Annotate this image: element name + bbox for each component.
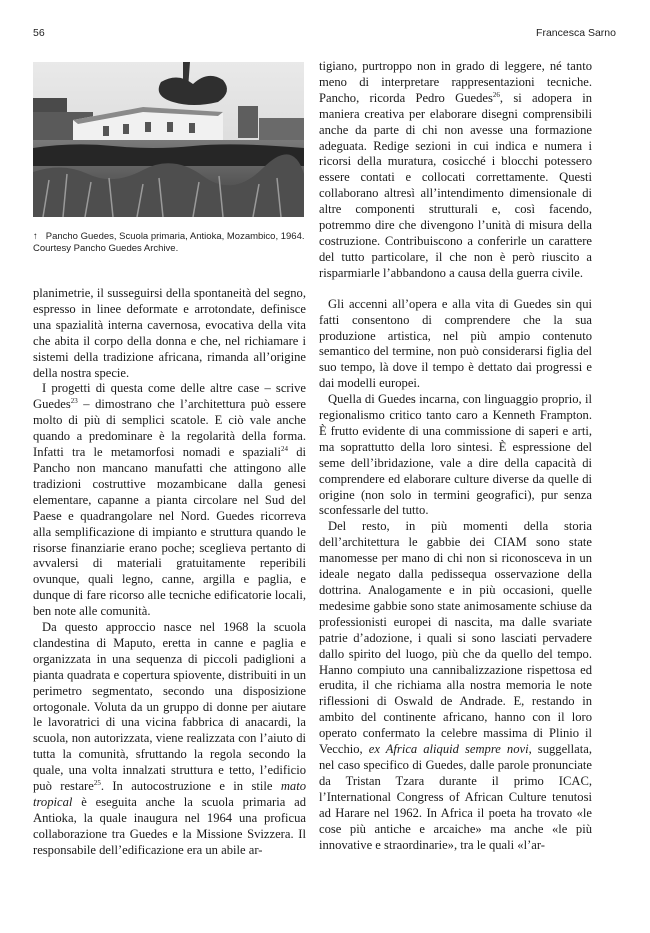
paragraph-text: è eseguita anche la scuola primaria ad Antioka, la quale inaugura nel 1964 una proficua collaborazione tra Guedes e la Missione Svizzera. Il responsabile dell’edificazione era un abile ar-: [33, 795, 306, 857]
paragraph-text: , si adopera in maniera creativa per elaborare disegni comprensibili anche da parte di chi non avesse una formazione adeguata. Redige sezioni in cui indica e numera i ricorsi della muratura, cosicché i blocchi potessero essere contati e collocati correttamente. Questi collaborano altresì all’intendimento dimensionale di altre componenti strutturali e, così facendo, potremmo dire che divengono l’unità di misura della costruzione. Contribuiscono a conferirle un carattere del tutto particolare, il che non è però riuscito a risparmiarle l’abbandono a causa della guerra civile.: [319, 90, 592, 280]
paragraph-text: Da questo approccio nasce nel 1968 la scuola clandestina di Maputo, eretta in canne e paglia e organizzata in una sequenza di piccoli padiglioni a pianta quadrata e copertura spiovente, distribuiti in un perimetro segmentato, secondo una disposizione ortogonale. Voluta da un gruppo di donne per aiutare le lavoratrici di una vicina fabbrica di anacardi, la scuola, non autorizzata, viene realizzata con l’aiuto di tutta la comunità, sfruttando la regola secondo la quale, una volta innalzati struttura e tetto, l’edificio può restare: [33, 620, 306, 794]
paragraph-text: I progetti di questa come delle altre case – scrive Guedes: [33, 381, 306, 412]
paragraph: [319, 59, 592, 282]
italic-term: mato tropical: [33, 779, 306, 809]
paragraph: [33, 381, 306, 620]
paragraph-text: – dimostrano che l’architettura può essere molto di più di semplici scatole. E ciò vale anche quando a predominare è la regolarità della forma. Infatti tra le metamorfosi nomadi e spaziali: [33, 397, 306, 460]
footnote-ref: 23: [70, 397, 78, 406]
paragraph-text: Del resto, in più momenti della storia dell’architettura le gabbie dei CIAM sono state manomesse per mano di chi non si riconosceva in un ideale negato dalla pedissequa osservazione della dottrina. Analogamente e in più occasioni, quelle medesime gabbie sono state animosamente schiuse da professionisti europei di nascita, ma dalle svariate patrie d’adozione, i quali si sono lasciati pervadere dallo spirito del luogo, più che da quello del tempo. Hanno compiuto una cannibalizzazione rispettosa ed erudita, il che richiama alla nostra memoria le note riflessioni di Oswald de Andrade. E, restando in ambito del continente africano, hanno con il loro operato confermato la celebre massima di Plinio il Vecchio,: [319, 519, 592, 757]
figure-caption: [33, 231, 308, 255]
footnote-ref: 26: [492, 90, 500, 99]
paragraph: Quella di Guedes incarna, con linguaggio proprio, il regionalismo critico tanto caro a Kenneth Frampton. È frutto evidente di una commissione di saperi e arti, ma soprattutto della loro sintesi. È espressione del seme dell’ibridazione, vale a dire della capacità di comprendere ed elaborare culture diverse da quelle di origine (non solo in termini geografici), pur senza sconfessarle del tutto.: [319, 392, 592, 518]
footnote-ref: 24: [280, 444, 288, 453]
paragraph-text: , suggellata, nel caso specifico di Guedes, dalle parole pronunciate da Tristan Tzara durante il primo ICAC, l’International Congress of African Culture tenutosi ad Harare nel 1962. In Africa il poeta ha trovato «le cose più antiche e arcaiche» ma anche «le più innovative e straordinarie», tra le quali «l’ar-: [319, 742, 593, 852]
running-head-author: Francesca Sarno: [536, 27, 616, 39]
italic-quote: ex Africa aliquid sempre novi: [368, 742, 529, 757]
page-number: 56: [33, 27, 45, 39]
paragraph: planimetrie, il susseguirsi della spontaneità del segno, espresso in linee deformate e arrotondate, definisce una spazialità interna cavernosa, evocativa della vita che abita il corpo della donna e che, nel richiamare i sistemi della tradizione africana, rimanda all’origine della nostra specie.: [33, 286, 306, 380]
right-text-column: [319, 59, 592, 853]
footnote-ref: 25: [93, 778, 101, 787]
paragraph-text: di Pancho non mancano manufatti che attingono alle tradizioni costruttive mozambicane dalla genesi elementare, capanne a pianta circolare nel Sud del Paese e quadrangolare nel Nord. Guedes ricorreva alla semplificazione di impianto e struttura quando le risorse finanziarie erano poche; sceglieva pertanto di avvalersi di materiali gratuitamente reperibili ovunque, quali legno, canne, argilla e paglia, e dunque di fare ricorso alle tecniche edificatorie locali, ben note alle comunità.: [33, 445, 306, 619]
caption-arrow-icon: ↑: [33, 231, 38, 242]
school-photo: [33, 62, 304, 217]
paragraph-text: . In autocostruzione e in stile: [100, 779, 281, 794]
left-text-column: [33, 286, 306, 859]
caption-text: Pancho Guedes, Scuola primaria, Antioka, Mozambico, 1964. Courtesy Pancho Guedes Archive.: [33, 231, 305, 254]
paragraph: Gli accenni all’opera e alla vita di Guedes sin qui fatti consentono di comprendere che la sua produzione artistica, nel più ampio contenuto semantico del termine, non può considerarsi figlia del suo tempo, là dove il tempo è dettato dai progressi e dai modelli europei.: [319, 296, 592, 391]
paragraph-text: tigiano, purtroppo non in grado di leggere, né tanto meno di interpretare rappresentazioni tecniche. Pancho, ricorda Pedro Guedes: [319, 59, 592, 105]
school-photo-graphic: [33, 62, 304, 217]
paragraph: [33, 620, 306, 859]
paragraph: [319, 519, 592, 853]
